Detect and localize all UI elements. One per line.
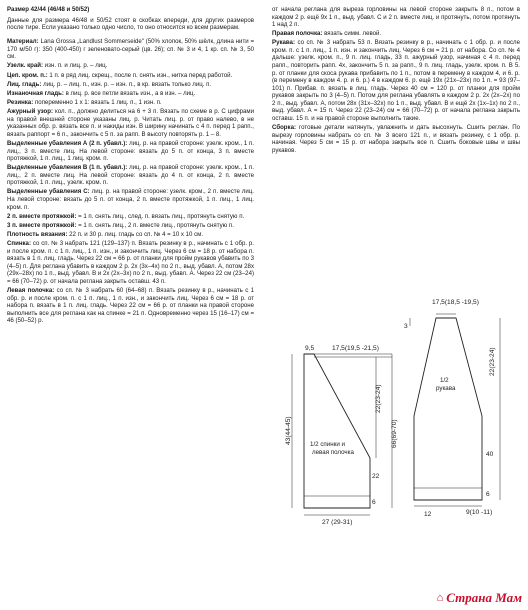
sleeve-dim-top-side: 3 [404, 323, 408, 330]
site-watermark [437, 590, 522, 606]
left-block [7, 140, 254, 163]
block-label: Изнаночная гладь: [7, 89, 64, 97]
right-block [272, 6, 520, 29]
dim-mid-right: 22(23-24) [375, 384, 382, 413]
block-label: Выделенные убавления С: [7, 188, 90, 196]
left-block [7, 81, 254, 89]
block-label: Плотность вязания: [7, 230, 68, 238]
left-block [7, 38, 254, 61]
block-text: от начала реглана для выреза горловины на левой стороне закрыть 8 п., потом в каждом 2 р. ещё 9х 1 п., выд. убавл. С и 2 п. вместе лиц. и протянуть, потом протянуть 1 над 2 п. [272, 6, 520, 29]
right-text-column [272, 6, 520, 156]
block-text: со сп. № 3 набрать 60 (64–68) п. Вязать резинку в р., начинать с 1 обр. р. и после кром. п. с 1 п. лиц., 1 п. изн., и закончить лиц. Через 6 см = 18 р. от набора п. вязать в 1 п. лиц. гладь. Через 22 см = 66 р. от планки на правой стороне выполнить все для реглана как на спинке = 21 п. Одновременно через 15 (16–17) см = 46 (50–52) р. [7, 286, 254, 325]
block-text: лиц. р. на правой стороне: узелк. кром., 1 п. лиц., 2 п. вместе лиц. На левой стороне: вязать до 4 п. от конца, 2 п. вместе протяжкой, 1 п. лиц., узелк. кром. п. [7, 164, 254, 187]
left-block [7, 287, 254, 325]
dim-rib: 6 [372, 499, 376, 506]
block-text: 22 п. и 30 р. лиц. гладь со сп. № 4 = 10 х 10 см. [69, 230, 204, 238]
block-text: = 1 п. снять лиц., след. п. вязать лиц., протянуть снятую п. [78, 212, 245, 220]
body-piece-label-2: левая полочка [312, 449, 354, 456]
sleeve-piece-label-1: 1/2 [440, 377, 449, 384]
block-label: Сборка: [272, 123, 296, 131]
body-pattern-diagram [284, 336, 414, 526]
right-block [272, 30, 520, 38]
left-block [7, 188, 254, 211]
dim-bottom: 27 (29-31) [322, 519, 353, 526]
sleeve-dim-top: 17,5(18,5 -19,5) [432, 299, 479, 306]
right-block [272, 124, 520, 154]
dim-lower: 22 [372, 473, 380, 480]
left-block [7, 90, 254, 98]
dim-top-left: 9,5 [305, 345, 315, 352]
size-intro: Данные для размера 46/48 и 50/52 стоят в скобках впереди, для других размеров после тире. Если указано только одно число, то оно относится ко всем размерам. [7, 16, 254, 32]
left-block [7, 108, 254, 138]
block-label: Ажурный узор: [7, 108, 54, 116]
size-heading: Размер 42/44 (46/48 и 50/52) [7, 6, 90, 13]
block-label: Правая полочка: [272, 30, 323, 38]
dim-right: 66(69-70) [391, 419, 398, 448]
block-label: Левая полочка: [7, 286, 55, 294]
block-text: готовые детали натянуть, увлажнить и дать высохнуть. Сшить реглан. По вырезу горловины набрать со сп. № 3 всего 121 п., и вязать резинку, с 1 обр. р. начиная. Через 5 см = 15 р. от набора закрыть все п. Сшить боковые швы и швы рукавов. [272, 123, 520, 154]
block-text: 1 п. в ряд лиц. скрещ., после п. снять изн., нитка перед работой. [49, 71, 233, 79]
block-text: в лиц. р. все петли вязать изн., а в изн. – лиц. [65, 89, 196, 97]
block-text: кол. п., должно делиться на 6 + 3 п. Вязать по схеме в р. С цифрами на правой внешней стороне указаны лиц. р. Читать лиц. р. от право налево, в не указанных обр. р. вязать все п. и накиды изн. В ширину начинать с 4 п. перед 1 рапп., вязать раппорт = 6 п., закончить с 5 п. за рапп. В высоту повторять р. 1 – 8. [7, 108, 254, 138]
block-text: лиц. р. на правой стороне: узелк. кром., 1 п. лиц., 3 п. вместе лиц. На левой стороне: вязать до 5 п. от конца, 3 п. вместе протяжкой, 1 п. лиц., 1 лиц. кром. п. [7, 139, 254, 163]
body-outline [304, 354, 370, 508]
block-label: Лиц. гладь: [7, 80, 42, 88]
block-label: Рукава: [272, 39, 295, 47]
block-text: лиц. р. на правой стороне: узелк. кром., 2 п. вместе лиц. На левой стороне: вязать до 5 п. от конца, 2 п. вместе протяжкой, 1 п. лиц., 1 лиц. кром. п. [7, 188, 254, 211]
block-label: Материал: [7, 38, 39, 46]
sleeve-pattern-diagram [402, 296, 520, 526]
left-instruction-blocks [7, 38, 254, 324]
left-block [7, 72, 254, 80]
sleeve-piece-label-2: рукава [436, 385, 456, 392]
block-label: Выделенные убавления В (1 п. убавл.): [7, 164, 128, 172]
block-text: со сп. № 3 набрать 121 (129–137) п. Вязать резинку в р., начинать с 1 обр. р. и после кром. п. с 1 п. лиц., 1 п. изн., и закончить лиц. Через 6 см = 18 р. от набора п. вязать в 1 п. лиц. гладь. Через 22 см = 66 р. от планки для пройм рукавов убавить по 3 (4–5) п. Для реглана убавить в каждом 2 р. 2х (3х–4х) по 2 п., выд. убавл. А, потом 28х (29х–28х) по 1 п., выд. убавл. В и 2х (2х–3х) по 2 п., выд. убавл. А. Через 22 см (23–24) = 66 (70–72) р. от начала реглана закрыть оставш. 43 п. [7, 240, 254, 285]
left-block [7, 99, 254, 107]
block-text: со сп. № 3 набрать 53 п. Вязать резинку в р., начинать с 1 обр. р. и после кром. п. с 1 п. лиц., 1 п. изн. и закончить лиц. Через 6 см = 21 р. от набора. Со сп. № 4 дальше: узелк. кром. п., 9 п. лиц. гладь, 33 п. ажурный узор, начиная с 4 п. перед рапп., повторить рапп. 4х, закончить 5 п. за рапп., 9 п. лиц. гладь, узелк. кром. п. В 5. р. от планки для скоса рукава прибавить по 1 п., потом в перемену в каждом 4, и 6. р. (в перемену в каждом 4. р. и 6. р.) 4 в каждом 6. р. ещё 19х (21х–23х) по 1 п. = 93 (97–101) п. Прибав. п. вязать в лиц. гладь. Через 40 см = 120 р. от планки для пройм рукавов закрыть по 3 (4–5) п. Потом для реглана убавлять в каждом 2 р. 2х (2х–2х) по 2 п., выд. убавл. А, потом 28х (31х–32х) по 1 п., выд. убавл. В и ещё 2х (1х–1х) по 2 п., выд. убавл. А = 15 п. Через 22 (23–24) см = 66 (70–72) р. от начала реглана закрыть оставш. 15 п. и на правой стороне выполнить такие. [272, 39, 520, 122]
left-block [7, 62, 254, 70]
block-label: Спинка: [7, 240, 31, 248]
block-text: изн. п. и лиц. р. – лиц. [44, 62, 108, 70]
sleeve-dim-bottom-right: 9(10 -11) [466, 509, 493, 516]
body-pattern-svg [284, 336, 414, 526]
left-text-column [7, 6, 254, 326]
right-block [272, 39, 520, 122]
block-text: лиц. р. – лиц. п., изн. р. – изн. п., в кр. вязать только лиц. п. [43, 80, 212, 88]
left-block [7, 231, 254, 239]
left-block [7, 213, 254, 221]
left-block [7, 222, 254, 230]
sleeve-outline [414, 318, 482, 500]
body-piece-label-1: 1/2 спинки и [310, 441, 345, 448]
block-text: Lana Grossa „Landlust Sommerseide" (50% хлопок, 50% шёлк, длина нити = 170 м/50 г): 350 (400-450) г зеленовато-серый (цв. 26); сп. № 3 и 4, 1 кр. сп. № 3, 50 см. [7, 38, 255, 61]
sleeve-dim-right-upper: 22(23-24) [489, 347, 496, 376]
block-label: Выделенные убавления А (2 п. убавл.): [7, 139, 128, 147]
sleeve-dim-bottom-left: 12 [424, 511, 432, 518]
block-text: = 1 п. снять лиц., 2 п. вместе лиц., протянуть снятую п. [78, 221, 234, 229]
dim-top-right: 17,5(19,5 -21,5) [332, 345, 379, 352]
left-block [7, 240, 254, 285]
sleeve-dim-right-lower: 40 [486, 451, 494, 458]
block-label: Узелк. край: [7, 62, 44, 70]
sleeve-dim-rib: 6 [486, 491, 490, 498]
block-label: Резинка: [7, 99, 34, 107]
right-instruction-blocks [272, 6, 520, 154]
sleeve-pattern-svg [402, 296, 520, 526]
block-label: 3 п. вместе протяжкой: [7, 221, 77, 229]
block-label: Цеп. кром. п.: [7, 71, 48, 79]
block-text: вязать симм. левой. [324, 30, 382, 38]
left-block [7, 164, 254, 187]
watermark-text: Страна Мам [446, 590, 522, 605]
house-logo-icon: ⌂ [436, 592, 444, 604]
block-text: попеременно 1 х 1: вязать 1 лиц. п., 1 изн. п. [34, 99, 162, 107]
block-label: 2 п. вместе протяжкой: [7, 212, 77, 220]
dim-left: 43(44-45) [285, 416, 292, 445]
